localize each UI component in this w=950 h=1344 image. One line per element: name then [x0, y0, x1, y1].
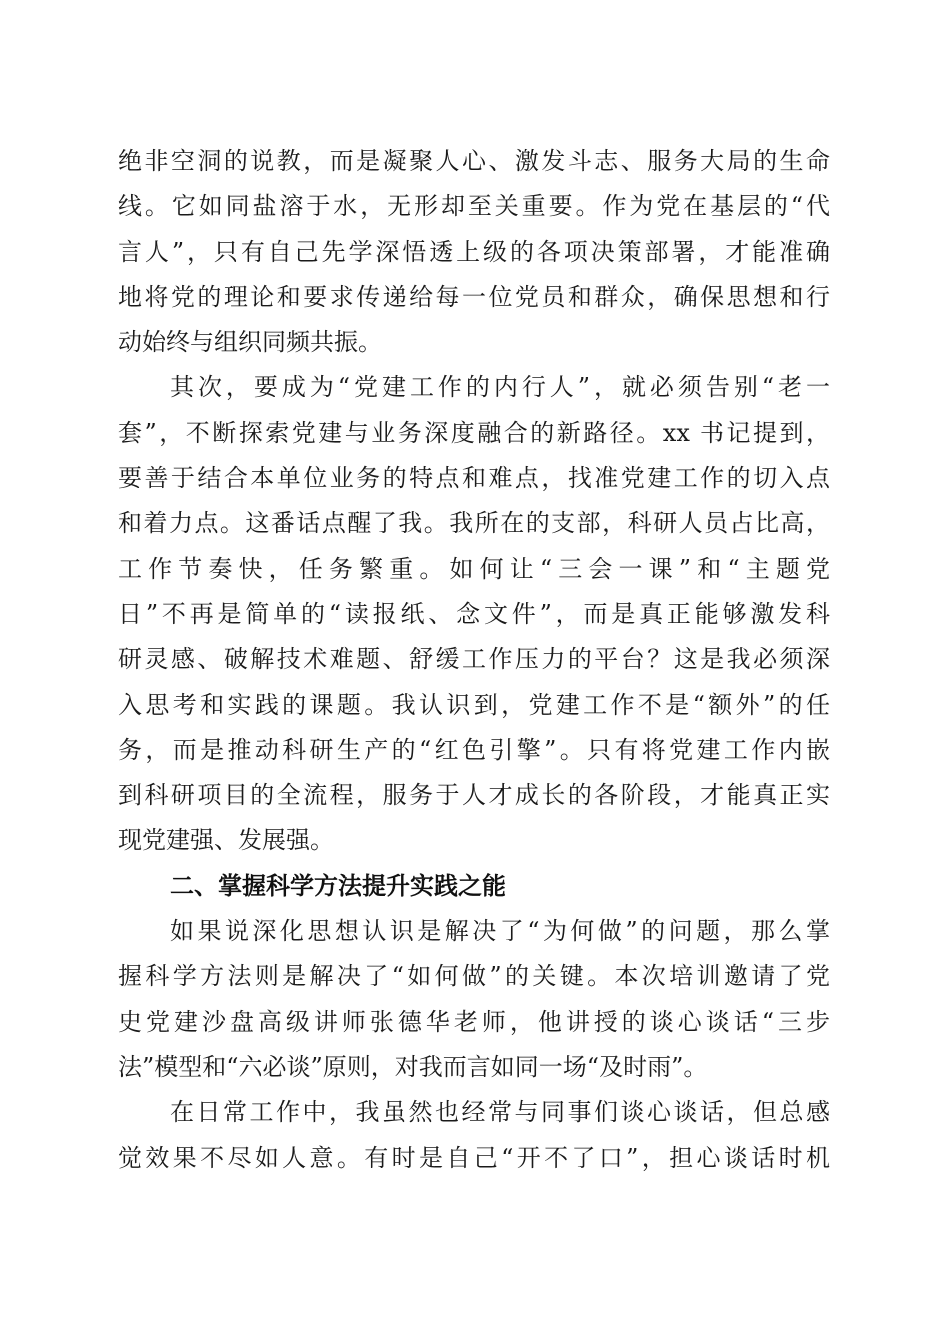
paragraph-line: 觉效果不尽如人意。有时是自己“开不了口”，担心谈话时机	[118, 1143, 830, 1172]
paragraph-line: 其次，要成为“党建工作的内行人”，就必须告别“老一	[170, 373, 830, 402]
paragraph-line: 动始终与组织同频共振。	[118, 328, 382, 357]
section-heading: 二、掌握科学方法提升实践之能	[170, 871, 506, 900]
document-body	[118, 139, 830, 1181]
paragraph-line: 套”，不断探索党建与业务深度融合的新路径。xx 书记提到，	[118, 418, 830, 447]
paragraph-line: 在日常工作中，我虽然也经常与同事们谈心谈话，但总感	[170, 1098, 830, 1127]
paragraph-line: 绝非空洞的说教，而是凝聚人心、激发斗志、服务大局的生命	[118, 147, 830, 175]
paragraph-line: 到科研项目的全流程，服务于人才成长的各阶段，才能真正实	[118, 781, 830, 810]
paragraph-line: 和着力点。这番话点醒了我。我所在的支部，科研人员占比高，	[118, 509, 830, 538]
paragraph-line: 入思考和实践的课题。我认识到，党建工作不是“额外”的任	[118, 690, 830, 719]
paragraph-line: 言人”，只有自己先学深悟透上级的各项决策部署，才能准确	[118, 237, 830, 266]
paragraph-line: 现党建强、发展强。	[118, 826, 334, 855]
paragraph-line: 工作节奏快，任务繁重。如何让“三会一课”和“主题党	[118, 554, 830, 583]
paragraph-line: 法”模型和“六必谈”原则，对我而言如同一场“及时雨”。	[118, 1052, 708, 1081]
paragraph-line: 地将党的理论和要求传递给每一位党员和群众，确保思想和行	[118, 282, 830, 311]
paragraph-line: 务，而是推动科研生产的“红色引擎”。只有将党建工作内嵌	[118, 735, 830, 764]
paragraph-line: 史党建沙盘高级讲师张德华老师，他讲授的谈心谈话“三步	[118, 1007, 830, 1036]
paragraph-line: 如果说深化思想认识是解决了“为何做”的问题，那么掌	[170, 917, 830, 946]
paragraph-line: 线。它如同盐溶于水，无形却至关重要。作为党在基层的“代	[118, 192, 830, 221]
paragraph-line: 要善于结合本单位业务的特点和难点，找准党建工作的切入点	[118, 464, 830, 493]
paragraph-line: 日”不再是简单的“读报纸、念文件”，而是真正能够激发科	[118, 599, 830, 628]
paragraph-line: 研灵感、破解技术难题、舒缓工作压力的平台？这是我必须深	[118, 645, 830, 674]
paragraph-line: 握科学方法则是解决了“如何做”的关键。本次培训邀请了党	[118, 962, 830, 991]
